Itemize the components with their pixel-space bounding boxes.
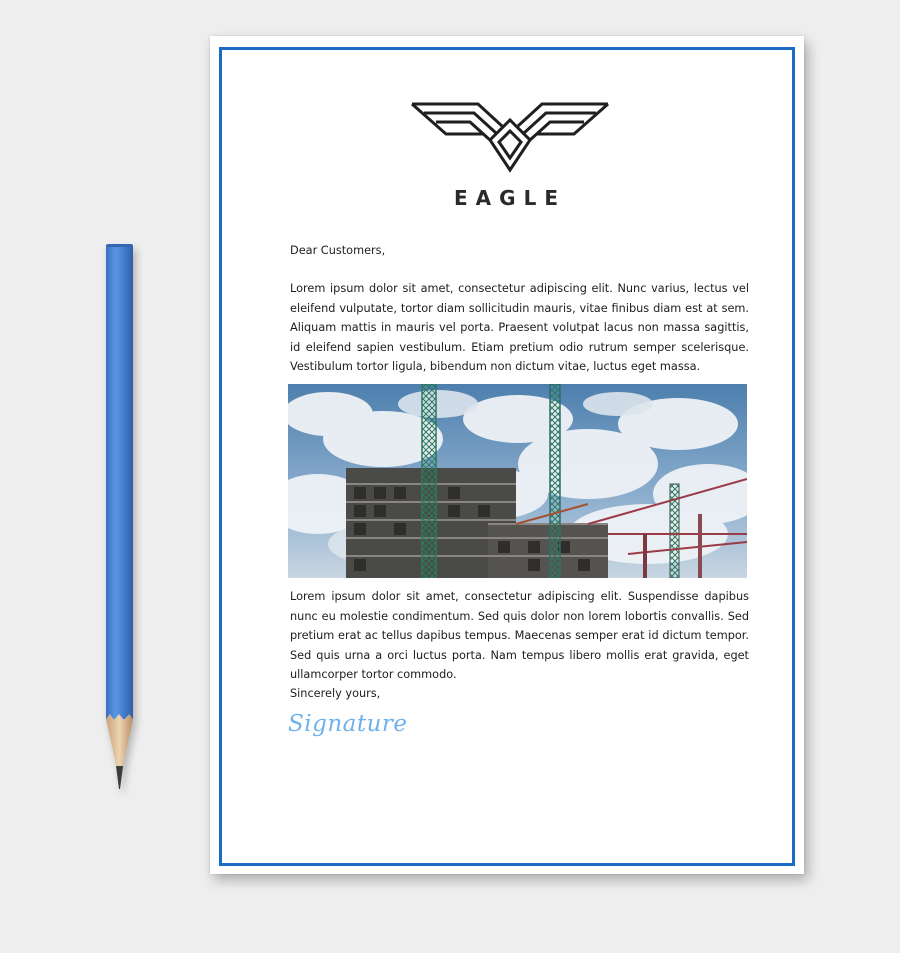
letter-paragraph-1: Lorem ipsum dolor sit amet, consectetur adipiscing elit. Nunc varius, lectus vel eleifend vulputate, tortor diam sollicitudin mauris, vitae finibus diam est at sem. Aliquam mattis in mauris vel porta. Praesent volutpat lacus non massa sagittis, id eleifend sapien vestibulum. Etiam pretium odio rutrum semper scelerisque. Vestibulum tortor ligula, bibendum non dictum vitae, luctus eget massa. [290, 282, 749, 373]
letter-paragraph-2: Lorem ipsum dolor sit amet, consectetur adipiscing elit. Suspendisse dapibus nunc eu molestie condimentum. Sed quis dolor non lorem lobortis convallis. Sed pretium erat ac tellus dapibus tempus. Maecenas semper erat id dictum tempor. Sed quis urna a orci luctus porta. Nam tempus libero mollis erat gravida, eget ullamcorper tortor commodo. [290, 590, 749, 681]
letter-greeting: Dear Customers, [290, 244, 386, 257]
letter-frame [219, 47, 795, 866]
construction-photo [288, 384, 747, 578]
pencil-icon [106, 244, 133, 789]
eagle-wings-logo [410, 100, 610, 175]
brand-name: EAGLE [454, 186, 566, 210]
signature: Signature [288, 711, 408, 737]
letter-closing: Sincerely yours, [290, 687, 381, 700]
letter-sheet [210, 36, 804, 874]
